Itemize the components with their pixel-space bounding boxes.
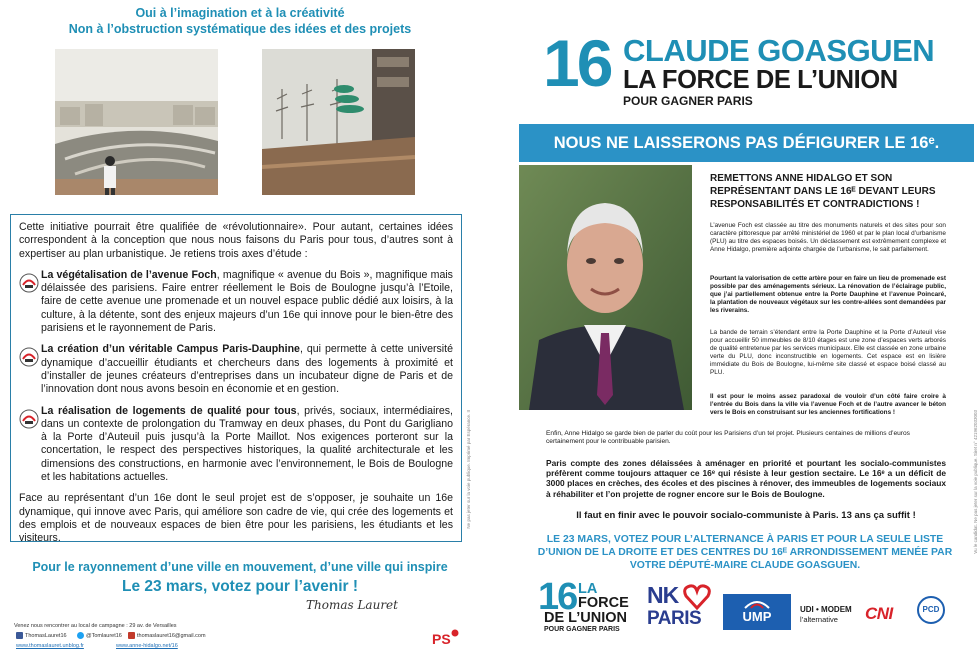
axis-lead: La création d’un véritable Campus Paris-Dauphine	[41, 343, 300, 356]
campaign-bullet-icon	[19, 347, 39, 367]
svg-text:PS: PS	[432, 631, 451, 647]
cni-logo: CNI	[865, 604, 893, 623]
conclusion-line: Il faut en finir avec le pouvoir socialo-communiste à Paris. 13 ans ça suffit !	[576, 510, 916, 521]
axis-lead: La réalisation de logements de qualité pour tous	[41, 404, 297, 417]
tree-icon	[743, 598, 771, 610]
campaign-bullet-icon	[19, 409, 39, 429]
argument-paragraph: Pourtant la valorisation de cette artère pour en faire un lieu de promenade est possible par des aménagements sérieux. La rénovation de l’éclairage public, que j’ai partiellement obtenue entre la Porte Dauphine et l’avenue Poincaré, la plantation de nouveaux végétaux sur les contre-allées sont demandées par les riverains.	[710, 275, 946, 314]
axis-lead: La végétalisation de l’avenue Foch	[41, 268, 217, 281]
website-link[interactable]: www.thomaslauret.unblog.fr	[16, 643, 84, 649]
left-header-no: Non à l’obstruction systématique des idées et des projets	[68, 22, 412, 36]
closing-paragraph: Face au représentant d’un 16e dont le seul projet est de s’opposer, je souhaite un 16e dynamique, qui innove avec Paris, qui améliore son cadre de vie, qui crée des logements et des emplois et de nouveaux espaces de bien être pour les parisiens, les étudiants et les visiteurs.	[19, 492, 453, 545]
left-tagline: Pour le rayonnement d’une ville en mouvement, d’une ville qui inspire	[32, 560, 448, 574]
axis-item	[19, 343, 453, 396]
argument-paragraph: La bande de terrain s’étendant entre la Porte Dauphine et la Porte d’Auteuil vise pour accueillir 50 immeubles de 8/10 étages est une zone d’espaces verts arborés de qualité entretenue par les services municipaux. Elle est classée en zone urbaine verte du PLU, donc inconstructible en logements. Cet espace est en lisière immédiate du Bois de Boulogne, lui-même site classé et espace boisé classé au PLU.	[710, 329, 946, 376]
facebook-icon	[16, 632, 23, 639]
signature: Thomas Lauret	[306, 598, 398, 612]
intro-heading: REMETTONS ANNE HIDALGO ET SON REPRÉSENTANT DANS LE 16ᴱ DEVANT LEURS RESPONSABILITÉS ET CONTRADICTIONS !	[710, 173, 936, 210]
campaign-bullet-icon	[19, 273, 39, 293]
slogan-sub: POUR GAGNER PARIS	[623, 94, 753, 108]
left-vote-call: Le 23 mars, votez pour l’avenir !	[121, 578, 359, 595]
axis-item	[19, 405, 453, 485]
candidate-portrait	[519, 165, 692, 410]
twitter-icon	[77, 632, 84, 639]
mail-icon	[128, 632, 135, 639]
udi-modem-logo: UDI • MODEM l’alternative	[800, 605, 852, 624]
axis-text: , magnifique « avenue du Bois », magnifique mais délaissée des parisiens. Faire entrer réellement le Bois de Boulogne jusqu’à l’Etoile, faire de cette avenue une promenade et un nouvel espace public dédié aux loisirs, à la culture, à la détente, sont des enjeux majeurs d’un 16e qui innove pour le bien-être des parisiens et le rayonnement de Paris.	[41, 268, 453, 335]
right-page	[505, 0, 980, 657]
website-link[interactable]: www.anne-hidalgo.net/16	[116, 643, 178, 649]
ump-logo: UMP	[723, 594, 791, 630]
axis-item	[19, 269, 453, 335]
vote-callout: LE 23 MARS, VOTEZ POUR L’ALTERNANCE À PARIS ET POUR LA SEULE LISTE D’UNION DE LA DROITE ET DES CENTRES DU 16ᴱ ARRONDISSEMENT MENÉE PAR VOTRE DÉPUTÉ-MAIRE CLAUDE GOASGUEN.	[537, 534, 953, 571]
left-page	[0, 0, 480, 657]
force-union-logo: 16 LA FORCE DE L’UNION POUR GAGNER PARIS	[538, 576, 629, 633]
argument-paragraph: L’avenue Foch est classée au titre des monuments naturels et des sites pour son caractère pittoresque par arrêté ministériel de 1960 et par le plan local d’urbanisme (PLU) au titre des espaces boisés. Un déclassement est extrêmement complexe et Anne Hidalgo, première adjointe chargée de l’urbanisme, le sait parfaitement.	[710, 222, 946, 253]
slogan-main: LA FORCE DE L’UNION	[623, 66, 898, 94]
candidate-name: CLAUDE GOASGUEN	[623, 33, 935, 68]
arrondissement-number: 16	[543, 26, 611, 100]
axis-text: , qui permette à cette université dynamique d’accueillir étudiants et chercheurs dans des logements à proximité et d’installer de jeunes créateurs d’entreprises dans un incubateur digne de Paris et de l’innovation dont nous avons besoin en économie et en gestion.	[41, 343, 453, 396]
heart-icon	[683, 584, 711, 610]
cost-paragraph: Enfin, Anne Hidalgo se garde bien de parler du coût pour les Parisiens d’un tel projet. Plusieurs centaines de millions d’euros certainement pour le contribuable parisien.	[546, 430, 910, 446]
twitter-contact[interactable]: @Tomlauret16	[77, 632, 122, 639]
footer-meeting-info: Venez nous rencontrer au local de campagne : 29 av. de Versailles	[14, 623, 177, 629]
legal-vertical-note: Vu le candidat. Ne pas jeter sur la voie publique. Siret n° 421962033003	[973, 410, 978, 554]
axis-text: , privés, sociaux, intermédiaires, dans un contexte de prolongation du Tramway en deux phases, du Pont du Garigliano à la Porte d’Auteuil puis jusqu’à la Porte Maillot. Nos exigences porteront sur la concertation, le respect des perspectives historiques, la qualité architecturale et les dimensions des constructions, en harmonie avec l’environnement, le Bois de Boulogne et les habitations actuelles.	[41, 404, 453, 484]
facebook-contact[interactable]: ThomasLauret16	[16, 632, 67, 639]
ps-party-logo	[430, 627, 460, 649]
headline-banner: NOUS NE LAISSERONS PAS DÉFIGURER LE 16ᵉ.	[519, 124, 974, 162]
legal-vertical-note: Ne pas jeter sur la voie publique. Imprimé par Espérance. II	[466, 410, 471, 529]
email-contact[interactable]: thomaslauret16@gmail.com	[128, 632, 206, 639]
project-rendering-green-walkway	[262, 49, 415, 201]
intro-paragraph: Cette initiative pourrait être qualifiée de «révolutionnaire». Pour autant, certaines idées correspondent à la conception que nous nous faisons du Paris pour tous, d’autres sont à expertiser au plan urbanistique. Je retiens trois axes d’étude :	[19, 221, 453, 260]
left-header-yes: Oui à l’imagination et à la créativité	[135, 6, 345, 20]
nkm-paris-logo: NK PARIS	[645, 582, 717, 637]
pcd-logo: PCD	[917, 596, 945, 624]
project-rendering-avenue-foch	[55, 49, 218, 201]
argument-paragraph: Il est pour le moins assez paradoxal de vouloir d’un côté faire croire à l’entrée du Bois dans la ville via l’avenue Foch et de l’autre avancer le béton vers le Bois en construisant sur les anciennes fortifications !	[710, 393, 946, 416]
program-text-box	[10, 214, 462, 545]
zones-paragraph: Paris compte des zones délaissées à aménager en priorité et pourtant les socialo-communistes préfèrent comme toujours attaquer ce 16ᵉ qui résiste à leur gestion sectaire. Le 16ᵉ a un déficit de 3000 places en crèches, des écoles et des piscines à rénover, des immeubles de logements sociaux à réhabiliter et l’on projette de rogner encore sur le Bois de Boulogne.	[546, 458, 946, 499]
